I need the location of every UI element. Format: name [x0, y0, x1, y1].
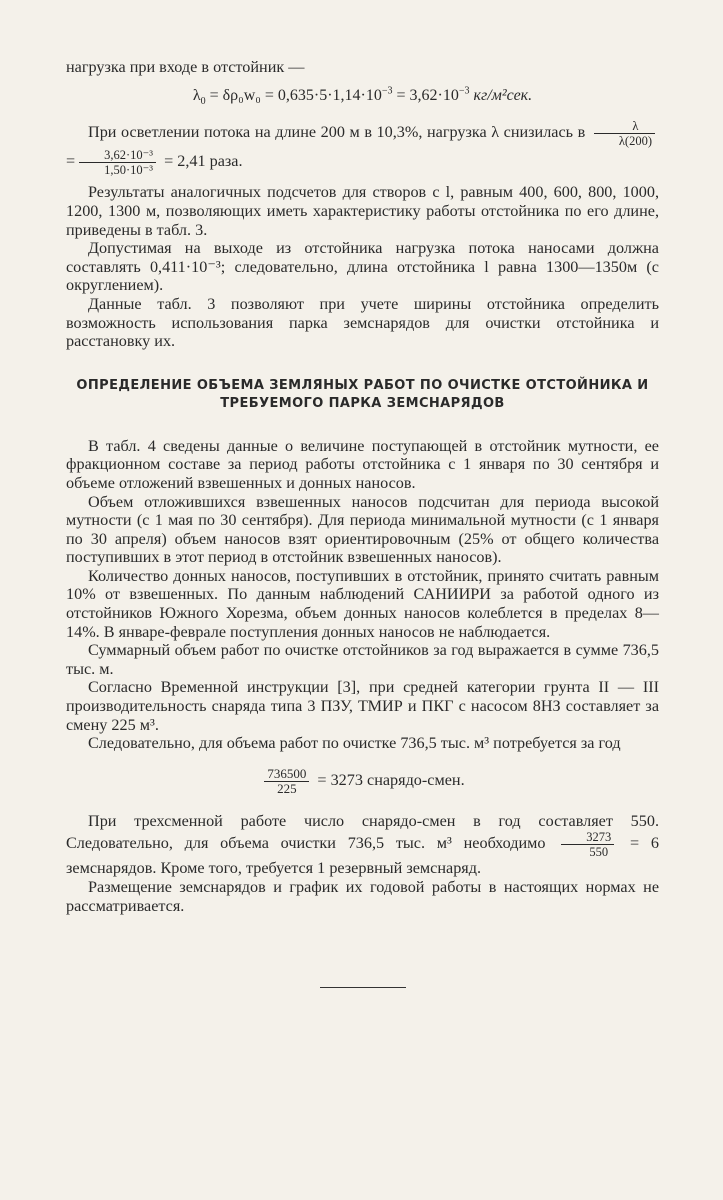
paragraph-instruction: Согласно Временной инструкции [3], при средней категории грунта II — III производительность снаряда типа 3 ПЗУ, ТМИР и ПКГ с насосом 8НЗ составляет за смену 225 м³.: [66, 678, 659, 734]
fraction-values: [79, 148, 156, 177]
fraction-lambda-den: λ(200): [618, 134, 652, 149]
fraction-values-num: 3,62·10⁻³: [79, 148, 156, 163]
shift-equation: [66, 767, 659, 796]
fraction-shifts-num: 736500: [264, 767, 309, 782]
eq-exp2: −3: [458, 85, 470, 97]
three-shift-end: = 6 земснарядов. Кроме того, требуется 1 резервный земснаряд.: [66, 834, 659, 878]
fraction-lambda-num: λ: [594, 119, 655, 134]
three-shift-text: При трехсменной работе число снарядо-смен в год составляет 550. Следовательно, для объема очистки 736,5 тыс. м³ необходимо: [66, 811, 659, 853]
reduction-text: При осветлении потока на длине 200 м в 10,3%, нагрузка λ снизилась в: [88, 123, 586, 142]
eq-body: = δρ₀w₀ = 0,635·5·1,14·10: [205, 86, 382, 104]
load-equation: [66, 87, 659, 112]
shift-equation-result: = 3273 снарядо-смен.: [317, 771, 465, 790]
fraction-shifts: [264, 767, 309, 796]
paragraph-three-shift: [66, 812, 659, 878]
fraction-values-den: 1,50·10⁻³: [104, 163, 154, 178]
end-rule: [320, 987, 406, 988]
paragraph-allowed-load: Допустимая на выходе из отстойника нагрузка потока наносами должна составлять 0,411·10⁻³; следовательно, длина отстойника l равна 1300—1350м (с округлением).: [66, 239, 659, 295]
paragraph-results: Результаты аналогичных подсчетов для створов с l, равным 400, 600, 800, 1000, 1200, 1300 м, позволяющих иметь характеристику работы отстойника по его длине, приведены в табл. 3.: [66, 183, 659, 239]
paragraph-total-volume: Суммарный объем работ по очистке отстойников за год выражается в сумме 736,5 тыс. м.: [66, 641, 659, 678]
paragraph-placement: Размещение земснарядов и график их годовой работы в настоящих нормах не рассматривается.: [66, 878, 659, 915]
fraction-dredgers-den: 550: [589, 845, 609, 860]
paragraph-consequently: Следовательно, для объема работ по очистке 736,5 тыс. м³ потребуется за год: [88, 734, 621, 753]
eq-unit: кг/м²сек.: [473, 86, 533, 104]
fraction-lambda: [594, 119, 655, 148]
fraction-dredgers: [561, 830, 614, 859]
reduction-result: = 2,41 раза.: [164, 152, 243, 171]
paragraph-reduction: При осветлении потока на длине 200 м в 10,3%, нагрузка λ снизилась в $\frac{\lambda}{\lambda(200)}$ = $\frac{\text{3,62·10⁻³}}{\text{1,50·10⁻³}}$ = 2,41 раза.: [66, 119, 659, 177]
section-heading: ОПРЕДЕЛЕНИЕ ОБЪЕМА ЗЕМЛЯНЫХ РАБОТ ПО ОЧИСТКЕ ОТСТОЙНИКА И ТРЕБУЕМОГО ПАРКА ЗЕМСНАРЯДОВ: [76, 377, 649, 411]
eq-lambda-sub: 0: [200, 95, 206, 107]
intro-line: нагрузка при входе в отстойник —: [66, 58, 305, 76]
fraction-shifts-den: 225: [277, 780, 297, 796]
paragraph-table3: Данные табл. 3 позволяют при учете ширины отстойника определить возможность использования парка земснарядов для очистки отстойника и расстановку их.: [66, 294, 659, 351]
eq-mid: = 3,62·10: [392, 86, 459, 104]
eq-exp1: −3: [381, 85, 393, 97]
fraction-dredgers-num: 3273: [561, 830, 614, 845]
eq-lambda: λ: [192, 86, 201, 104]
paragraph-suspended-sediment: Объем отложившихся взвешенных наносов подсчитан для периода высокой мутности (с 1 мая по 30 сентября). Для периода минимальной мутности (с 1 января по 30 апреля) объем наносов взят ориентировочным (25% от общего количества поступивших в этот период в отстойник взвешенных наносов).: [66, 492, 659, 567]
paragraph-table4: В табл. 4 сведены данные о величине поступающей в отстойник мутности, ее фракционном составе за период работы отстойника с 1 января по 30 сентября и объеме отложений взвешенных и донных наносов.: [66, 436, 659, 492]
paragraph-bed-sediment: Количество донных наносов, поступивших в отстойник, принято считать равным 10% от взвешенных. По данным наблюдений САНИИРИ за работой одного из отстойников Южного Хорезма, объем донных наносов колеблется в пределах 8—14%. В январе-феврале поступления донных наносов не наблюдается.: [66, 566, 659, 641]
